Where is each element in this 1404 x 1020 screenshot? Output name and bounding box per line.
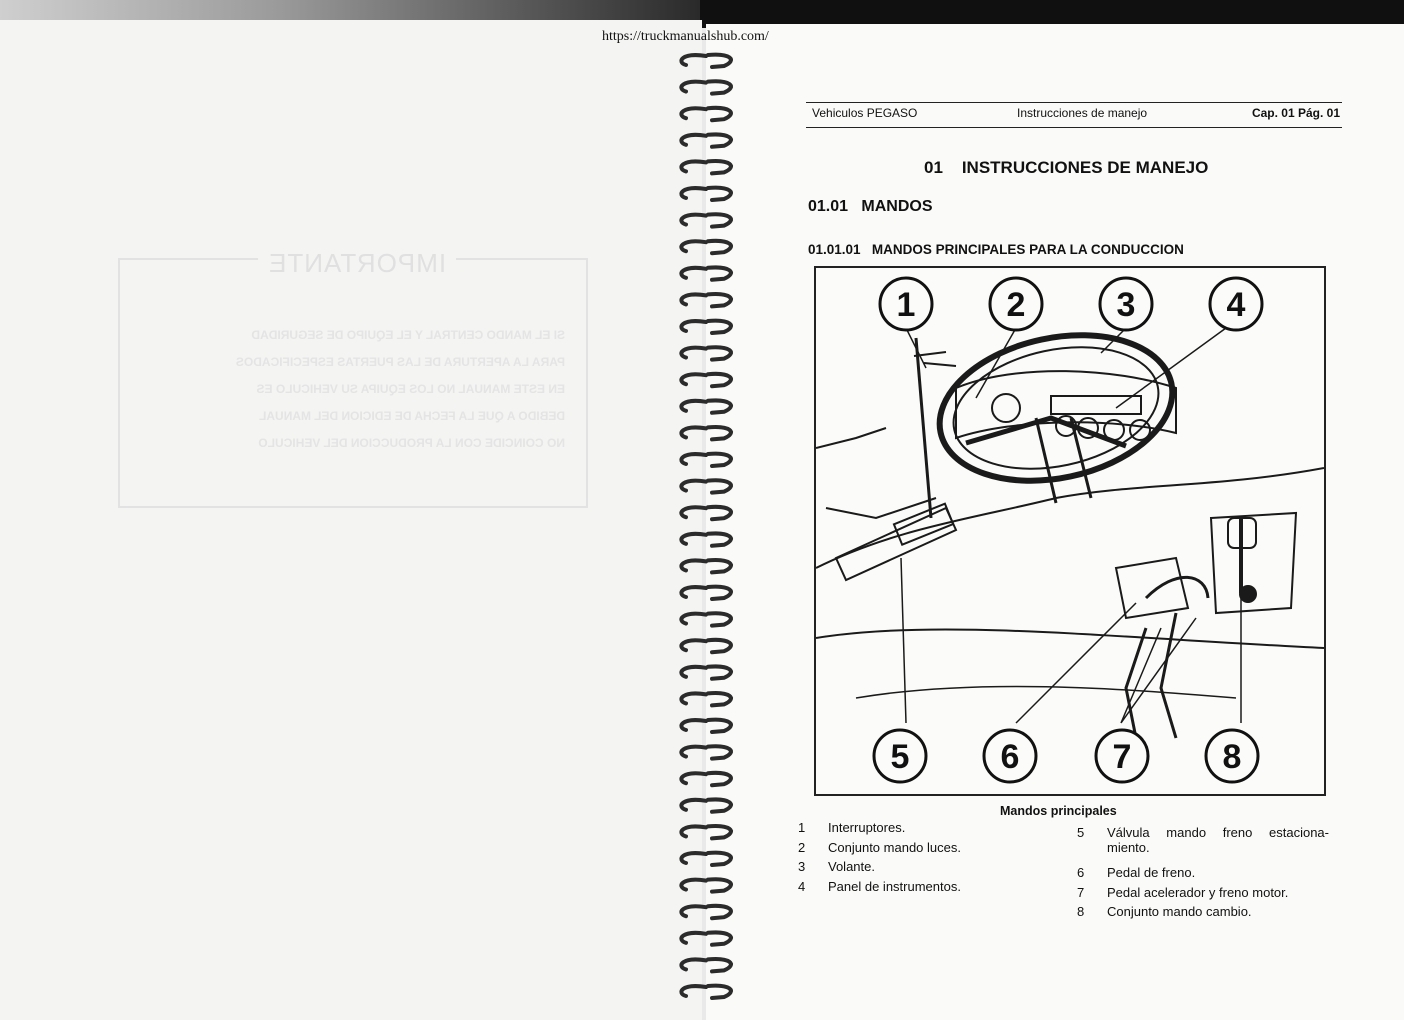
legend-item [798,859,998,879]
spiral-loop [681,241,731,253]
header-left: Vehiculos PEGASO [812,106,918,120]
legend-right [1077,825,1337,924]
spiral-loop [681,454,731,466]
legend-number: 5 [1077,825,1085,840]
legend-number: 2 [798,839,806,855]
subsection-title: MANDOS PRINCIPALES PARA LA CONDUCCION [871,242,1184,257]
spiral-loop [681,108,731,120]
left-page [0,20,702,1020]
callout-number: 4 [1226,286,1246,324]
spiral-loop [681,400,731,412]
legend-item [1077,865,1337,885]
spiral-loop [681,879,731,891]
legend-number: 8 [1077,904,1085,919]
spiral-loop [681,347,731,359]
header-center: Instrucciones de manejo [1017,106,1148,120]
spiral-loop [681,666,731,678]
callout-number: 7 [1112,738,1132,776]
bleed-through-title: IMPORTANTE [258,248,456,279]
spiral-loop [681,826,731,838]
callout-8 [1206,730,1258,782]
spiral-loop [681,533,731,545]
section-number: 01.01 [808,198,849,215]
legend-number: 3 [798,859,806,874]
bleed-through-text [140,322,565,457]
spiral-loop [681,693,731,705]
legend-number: 1 [798,820,806,835]
spiral-loop [681,294,731,306]
spiral-loop [681,55,731,67]
spiral-loop [681,773,731,785]
legend-number: 7 [1077,884,1085,900]
legend-item [1077,904,1337,924]
callout-7 [1096,730,1148,782]
subsection-number: 01.01.01 [808,242,861,257]
callout-1 [880,278,932,330]
chapter-number: 01 [924,158,943,177]
legend-number: 4 [798,878,806,894]
legend-item [798,879,998,899]
legend-text: Válvula mando freno estaciona-miento. [1107,825,1329,855]
bleed-through-line: DEBIDO A QUE LA FECHA DE EDICION DEL MANUAL [258,409,565,423]
spiral-loop [681,267,731,279]
cab-controls-figure [814,266,1326,796]
callout-number: 1 [896,286,916,324]
callout-number: 6 [1000,738,1020,776]
spiral-loop [681,214,731,226]
bleed-through-line: NO COINCIDE CON LA PRODUCCION DEL VEHICULO [258,436,565,450]
subsection-heading [808,242,1184,257]
spiral-loop [681,374,731,386]
legend-text: Panel de instrumentos. [828,878,961,894]
spiral-loop [681,720,731,732]
legend-item [798,820,998,840]
spiral-loop [681,188,731,200]
callout-number: 8 [1222,738,1242,776]
spiral-loop [681,640,731,652]
spiral-loop [681,427,731,439]
legend-text: Interruptores. [828,820,906,835]
spiral-loop [681,81,731,93]
callout-3 [1100,278,1152,330]
spiral-loop [681,134,731,146]
running-header [806,102,1342,128]
spiral-loop [681,480,731,492]
legend-item [1077,885,1337,905]
callout-number: 3 [1116,286,1136,324]
source-url: https://truckmanualshub.com/ [602,29,769,44]
spiral-loop [681,799,731,811]
legend-number: 6 [1077,865,1085,880]
legend-left [798,820,998,898]
cab-illustration [816,268,1324,794]
legend-item [1077,825,1337,865]
spiral-loop [681,746,731,758]
spiral-loop [681,906,731,918]
callout-number: 2 [1006,286,1026,324]
section-heading [808,198,933,216]
spiral-loop [681,161,731,173]
spiral-loop [681,507,731,519]
legend-text: Conjunto mando cambio. [1107,904,1252,919]
spiral-loop [681,853,731,865]
callout-2 [990,278,1042,330]
legend-text: Pedal de freno. [1107,865,1196,880]
spiral-loop [681,587,731,599]
legend-text: Pedal acelerador y freno motor. [1107,884,1289,900]
spiral-loop [681,986,731,998]
legend-text: Conjunto mando luces. [828,839,961,855]
header-right: Cap. 01 Pág. 01 [1251,106,1340,120]
chapter-title: INSTRUCCIONES DE MANEJO [961,158,1209,177]
spiral-loop [681,932,731,944]
callout-6 [984,730,1036,782]
bleed-through-line: EN ESTE MANUAL NO LOS EQUIPA SU VEHICULO ES [256,382,565,396]
section-title: MANDOS [861,198,933,215]
bleed-through-line: PARA LA APERTURA DE LAS PUERTAS ESPECIFICADOS [235,355,565,369]
figure-caption: Mandos principales [1000,804,1117,818]
spiral-loop [681,613,731,625]
callout-number: 5 [890,738,910,776]
legend-text: Volante. [828,859,875,874]
callout-4 [1210,278,1262,330]
bleed-through-line: SI EL MANDO CENTRAL Y EL EQUIPO DE SEGURIDAD [251,328,565,342]
chapter-heading [924,158,1208,178]
spiral-loop [681,959,731,971]
callout-5 [874,730,926,782]
spiral-loop [681,321,731,333]
spiral-loop [681,560,731,572]
spiral-binding-icon [672,44,742,1014]
legend-item [798,840,998,860]
